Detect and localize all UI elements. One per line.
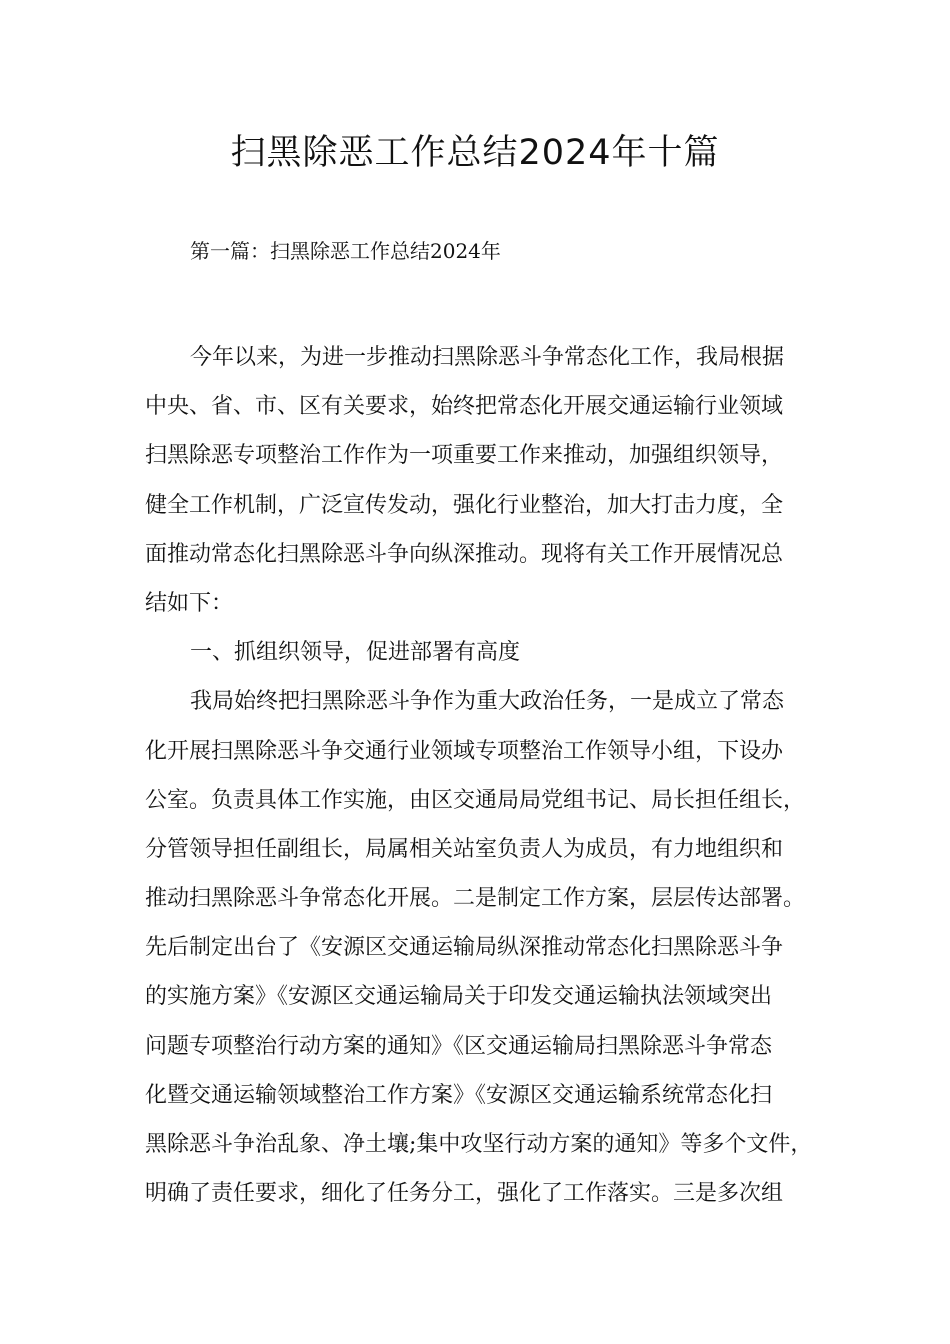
text-line: 今年以来，为进一步推动扫黑除恶斗争常态化工作，我局根据: [190, 345, 785, 370]
text-line: 结如下：: [145, 590, 234, 616]
text-line: 黑除恶斗争治乱象、净土壤;集中攻坚行动方案的通知》等多个文件，: [145, 1132, 813, 1157]
text-line: 推动扫黑除恶斗争常态化开展。二是制定工作方案，层层传达部署。: [145, 886, 806, 912]
text-line: 明确了责任要求，细化了任务分工，强化了工作落实。三是多次组: [145, 1181, 784, 1207]
text-line: 的实施方案》《安源区交通运输局关于印发交通运输执法领域突出: [145, 984, 773, 1010]
text-line: 公室。负责具体工作实施，由区交通局局党组书记、局长担任组长，: [145, 787, 806, 813]
text-line: 问题专项整治行动方案的通知》《区交通运输局扫黑除恶斗争常态: [145, 1033, 773, 1059]
text-line: 先后制定出台了《安源区交通运输局纵深推动常态化扫黑除恶斗争: [145, 935, 784, 961]
text-line: 化开展扫黑除恶斗争交通行业领域专项整治工作领导小组，下设办: [145, 738, 784, 764]
text-line: 扫黑除恶专项整治工作作为一项重要工作来推动，加强组织领导，: [145, 443, 784, 469]
text-line: 健全工作机制，广泛宣传发动，强化行业整治，加大打击力度，全: [145, 492, 784, 518]
section-subtitle: 第一篇：扫黑除恶工作总结2024年: [190, 239, 501, 263]
text-line: 中央、省、市、区有关要求，始终把常态化开展交通运输行业领域: [145, 394, 784, 420]
body-text: [145, 333, 835, 1218]
text-line: 面推动常态化扫黑除恶斗争向纵深推动。现将有关工作开展情况总: [145, 541, 784, 567]
text-line: 一、抓组织领导，促进部署有高度: [190, 640, 521, 666]
text-line: 分管领导担任副组长，局属相关站室负责人为成员，有力地组织和: [145, 836, 784, 862]
text-line: 我局始终把扫黑除恶斗争作为重大政治任务，一是成立了常态: [190, 689, 785, 715]
text-line: 化暨交通运输领域整治工作方案》《安源区交通运输系统常态化扫: [145, 1082, 773, 1108]
document-title: 扫黑除恶工作总结2024年十篇: [230, 133, 720, 173]
